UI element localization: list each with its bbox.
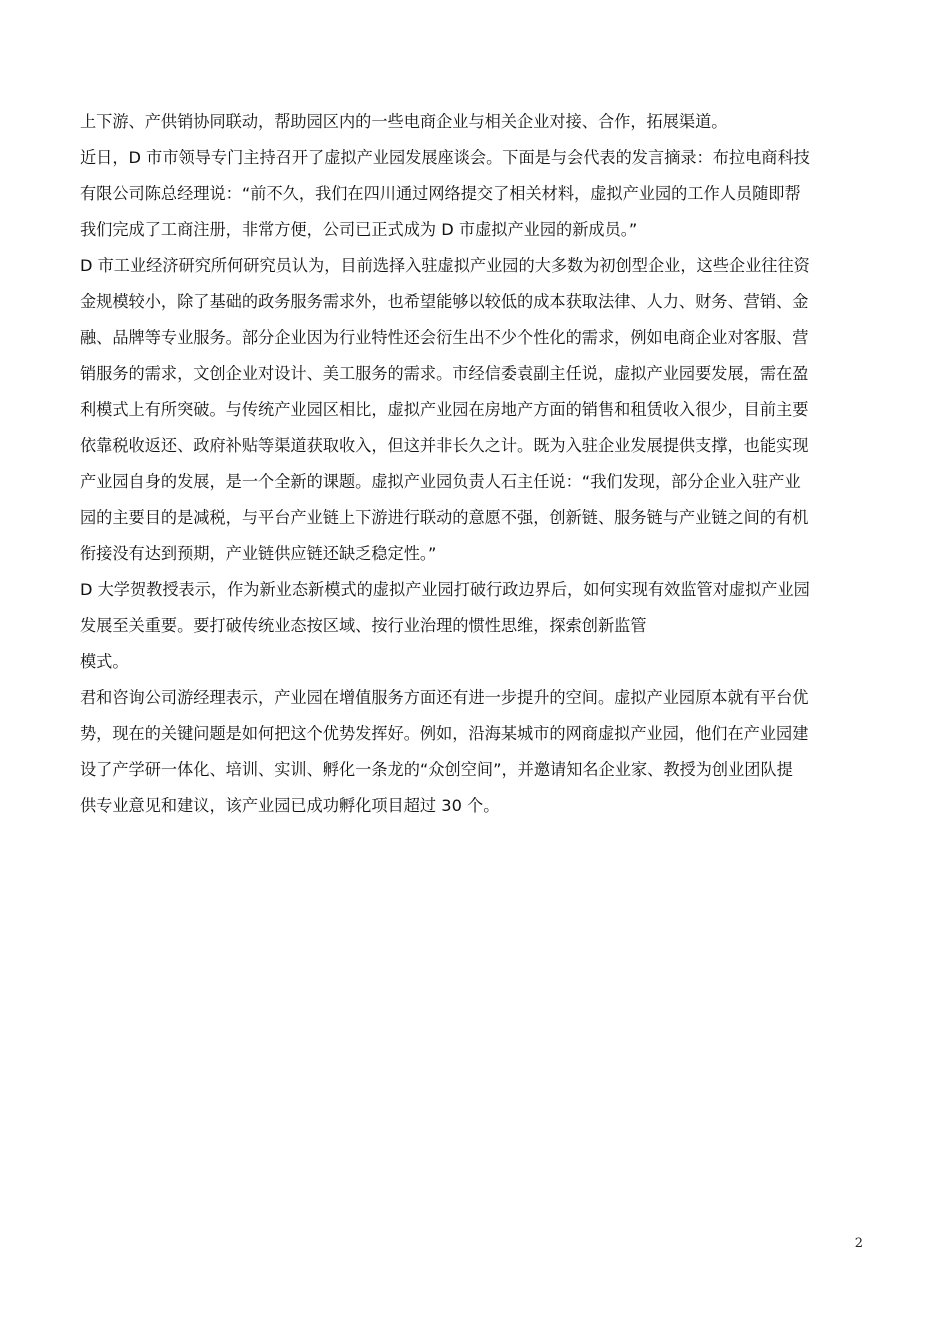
text-line: 销服务的需求，文创企业对设计、美工服务的需求。市经信委袁副主任说，虚拟产业园要发展，需在盈	[80, 364, 809, 383]
page-number: 2	[854, 1236, 863, 1251]
text-line: 供专业意见和建议，该产业园已成功孵化项目超过 30 个。	[80, 796, 500, 815]
text-line: 金规模较小，除了基础的政务服务需求外，也希望能够以较低的成本获取法律、人力、财务、营销、金	[80, 292, 809, 311]
text-line: 近日，D 市市领导专门主持召开了虚拟产业园发展座谈会。下面是与会代表的发言摘录：布拉电商科技	[80, 148, 810, 167]
text-line: 模式。	[80, 652, 129, 671]
text-line: 上下游、产供销协同联动，帮助园区内的一些电商企业与相关企业对接、合作，拓展渠道。	[80, 112, 728, 131]
text-line: D 大学贺教授表示，作为新业态新模式的虚拟产业园打破行政边界后，如何实现有效监管对虚拟产业园	[80, 580, 810, 599]
text-line: 园的主要目的是减税，与平台产业链上下游进行联动的意愿不强，创新链、服务链与产业链之间的有机	[80, 508, 809, 527]
text-line: 产业园自身的发展，是一个全新的课题。虚拟产业园负责人石主任说：“我们发现，部分企业入驻产业	[80, 472, 801, 491]
text-line: D 市工业经济研究所何研究员认为，目前选择入驻虚拟产业园的大多数为初创型企业，这些企业往往资	[80, 256, 810, 275]
text-line: 设了产学研一体化、培训、实训、孵化一条龙的“众创空间”，并邀请知名企业家、教授为创业团队提	[80, 760, 793, 779]
text-line: 君和咨询公司游经理表示，产业园在增值服务方面还有进一步提升的空间。虚拟产业园原本就有平台优	[80, 688, 809, 707]
text-line: 利模式上有所突破。与传统产业园区相比，虚拟产业园在房地产方面的销售和租赁收入很少，目前主要	[80, 400, 809, 419]
text-line: 依靠税收返还、政府补贴等渠道获取收入，但这并非长久之计。既为入驻企业发展提供支撑，也能实现	[80, 436, 809, 455]
text-line: 发展至关重要。要打破传统业态按区域、按行业治理的惯性思维，探索创新监管	[80, 616, 647, 635]
text-line: 我们完成了工商注册，非常方便，公司已正式成为 D 市虚拟产业园的新成员。”	[80, 220, 638, 239]
body-text	[80, 104, 880, 824]
text-line: 势，现在的关键问题是如何把这个优势发挥好。例如，沿海某城市的网商虚拟产业园，他们在产业园建	[80, 724, 809, 743]
text-line: 有限公司陈总经理说：“前不久，我们在四川通过网络提交了相关材料，虚拟产业园的工作人员随即帮	[80, 184, 801, 203]
text-line: 融、品牌等专业服务。部分企业因为行业特性还会衍生出不少个性化的需求，例如电商企业对客服、营	[80, 328, 809, 347]
text-line: 衔接没有达到预期，产业链供应链还缺乏稳定性。”	[80, 544, 437, 563]
